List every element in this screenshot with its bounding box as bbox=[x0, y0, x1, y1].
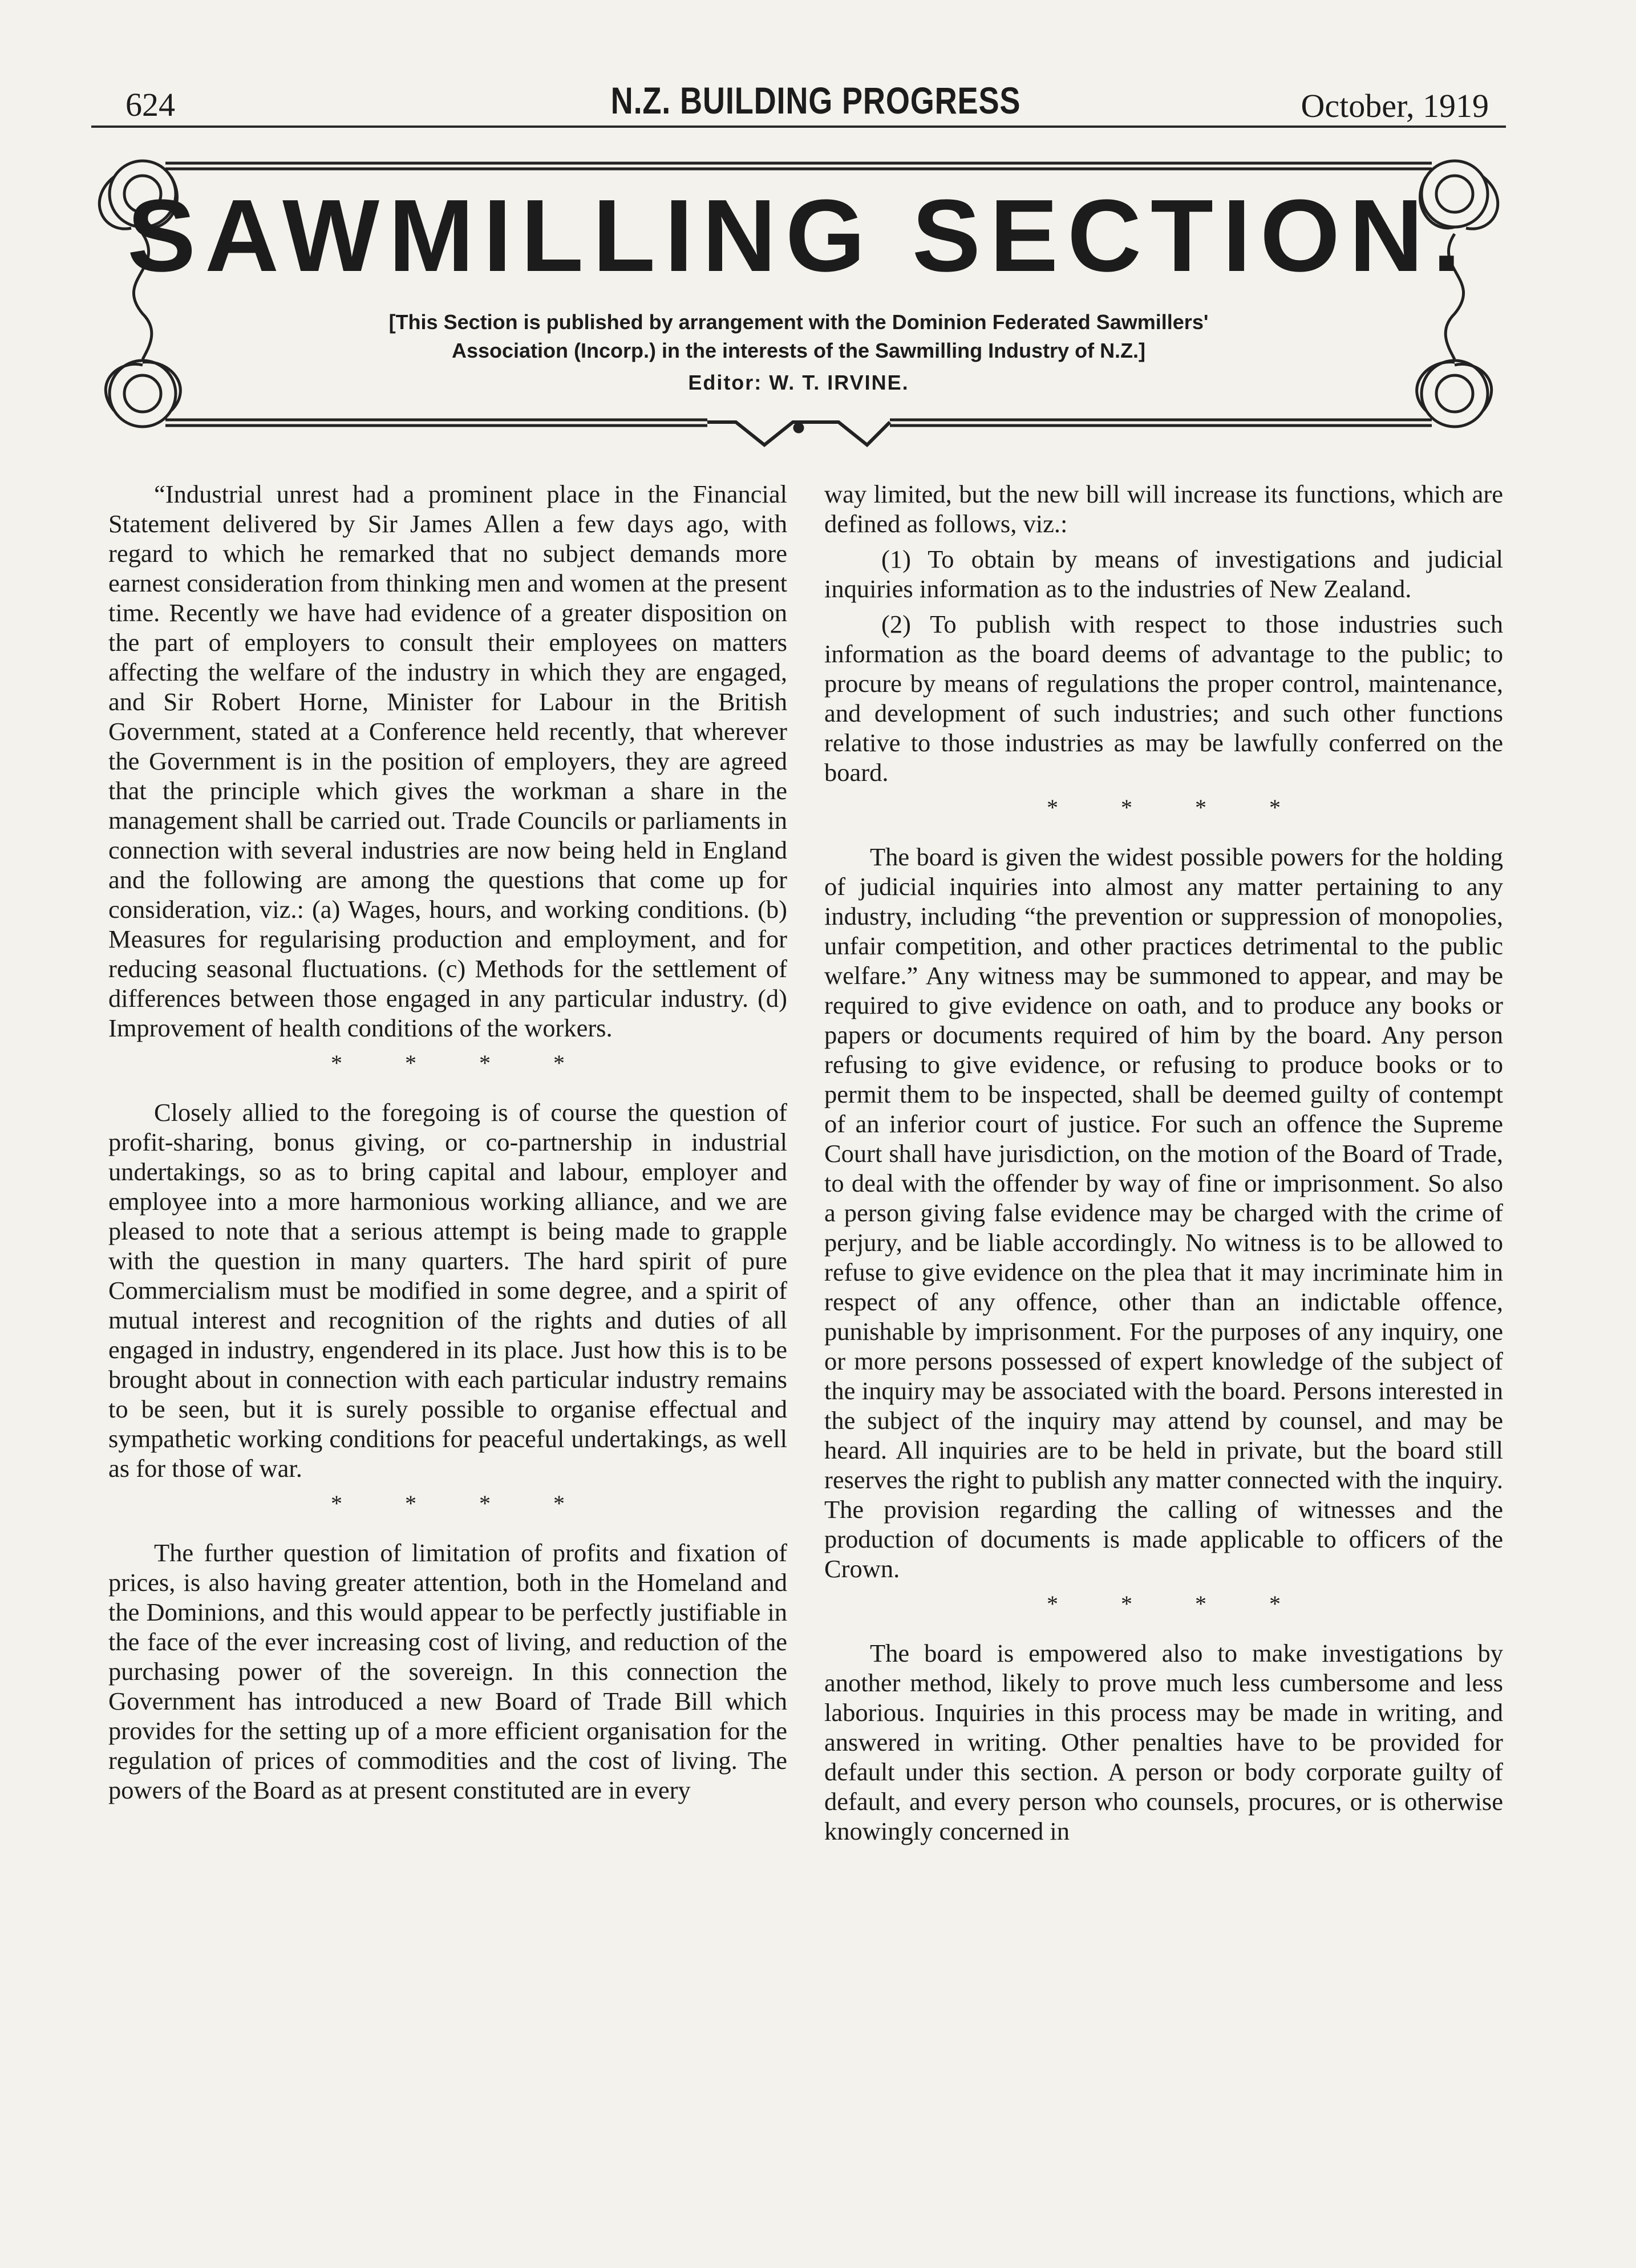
running-header bbox=[91, 74, 1506, 128]
list-item-functions-1: (1) To obtain by means of investigations and judicial inquiries information as to the industries of New Zealand. bbox=[824, 545, 1503, 603]
paragraph-continuation: way limited, but the new bill will increase its functions, which are defined as follows, viz.: bbox=[824, 480, 1503, 538]
paragraph-board-powers: The board is given the widest possible powers for the holding of judicial inquiries into almost any matter pertaining to any industry, including “the prevention or suppression of monopolies, unfair competition, and other practices detrimental to the public welfare.” Any witness may be summoned to appear, and may be required to give evidence on oath, and to produce any books or papers or documents required of him by the board. Any person refusing to give evidence, or refusing to produce books or to permit them to be inspected, shall be deemed guilty of contempt of an inferior court of justice. For such an offence the Supreme Court shall have jurisdiction, on the motion of the Board of Trade, to deal with the offender by way of fine or imprisonment. So also a person giving false evidence may be charged with the crime of perjury, and be liable accordingly. No witness is to be allowed to refuse to give evidence on the plea that it may incriminate him in respect of any offence, other than an indictable offence, punishable by imprisonment. For the purposes of any inquiry, one or more persons possessed of expert knowledge of the subject of the inquiry may be associated with the board. Persons interested in the subject of the inquiry may attend by counsel, and may be heard. All inquiries are to be held in private, but the board still reserves the right to publish any matter connected with the inquiry. The provision regarding the calling of witnesses and the production of documents is made applicable to officers of the Crown. bbox=[824, 843, 1503, 1583]
paragraph-profit-sharing: Closely allied to the foregoing is of course the question of profit-sharing, bonus giving, or co-partnership in industrial undertakings, so as to bring capital and labour, employer and employee into a more harmonious working alliance, and we are pleased to note that a serious attempt is being made to grapple with the question in many quarters. The hard spirit of pure Commercialism must be modified in some degree, and a spirit of mutual interest and recognition of the rights and duties of all engaged in industry, engendered in its place. Just how this is to be brought about in connection with each particular industry remains to be seen, but it is surely possible to organise effectual and sympathetic working conditions for peaceful undertakings, as well as for those of war. bbox=[108, 1098, 787, 1483]
editor-credit: Editor: W. T. IRVINE. bbox=[688, 371, 909, 394]
section-note-line-1: [This Section is published by arrangement with the Dominion Federated Sawmillers' bbox=[388, 310, 1209, 334]
left-column bbox=[108, 479, 787, 1811]
journal-title: N.Z. BUILDING PROGRESS bbox=[610, 79, 1021, 122]
section-separator: * * * * bbox=[1047, 795, 1309, 820]
section-separator: * * * * bbox=[331, 1491, 593, 1516]
section-title: SAWMILLING SECTION. bbox=[127, 179, 1470, 293]
section-banner bbox=[80, 154, 1517, 451]
section-separator: * * * * bbox=[331, 1050, 593, 1076]
section-note-line-2: Association (Incorp.) in the interests of the Sawmilling Industry of N.Z.] bbox=[451, 339, 1146, 362]
section-note bbox=[331, 308, 1266, 365]
issue-date: October, 1919 bbox=[1301, 87, 1489, 124]
paragraph-limitation-of-profits: The further question of limitation of profits and fixation of prices, is also having greater attention, both in the Homeland and the Dominions, and this would appear to be perfectly justifiable in the face of the ever increasing cost of living, and reduction of the purchasing power of the sovereign. In this connection the Government has introduced a new Board of Trade Bill which provides for the setting up of a more efficient organisation for the regulation of prices of commodities and the cost of living. The powers of the Board as at present constituted are in every bbox=[108, 1538, 787, 1804]
right-column bbox=[824, 479, 1503, 1852]
paragraph-written-inquiries: The board is empowered also to make investigations by another method, likely to prove much less cumbersome and less laborious. Inquiries in this process may be made in writing, and answered in writing. Other penalties have to be provided for default under this section. A person or body corporate guilty of default, and every person who counsels, procures, or is otherwise knowingly concerned in bbox=[824, 1639, 1503, 1845]
list-item-functions-2: (2) To publish with respect to those industries such information as the board deems of advantage to the public; to procure by means of regulations the proper control, maintenance, and development of such industries; and such other functions relative to those industries as may be lawfully conferred on the board. bbox=[824, 610, 1503, 787]
page-number: 624 bbox=[125, 86, 175, 123]
paragraph-industrial-unrest: “Industrial unrest had a prominent place in the Financial Statement delivered by Sir James Allen a few days ago, with regard to which he remarked that no subject demands more earnest consideration from thinking men and women at the present time. Recently we have had evidence of a greater disposition on the part of employers to consult their employees on matters affecting the welfare of the industry in which they are engaged, and Sir Robert Horne, Minister for Labour in the British Government, stated at a Conference held recently, that wherever the Government is in the position of employers, they are agreed that the principle which gives the workman a share in the management shall be carried out. Trade Councils or parliaments in connection with several industries are now being held in England and the following are among the questions that come up for consideration, viz.: (a) Wages, hours, and working conditions. (b) Measures for regularising production and employment, and for reducing seasonal fluctuations. (c) Methods for the settlement of differences between those engaged in any particular industry. (d) Improvement of health conditions of the workers. bbox=[108, 480, 787, 1042]
section-separator: * * * * bbox=[1047, 1591, 1309, 1617]
